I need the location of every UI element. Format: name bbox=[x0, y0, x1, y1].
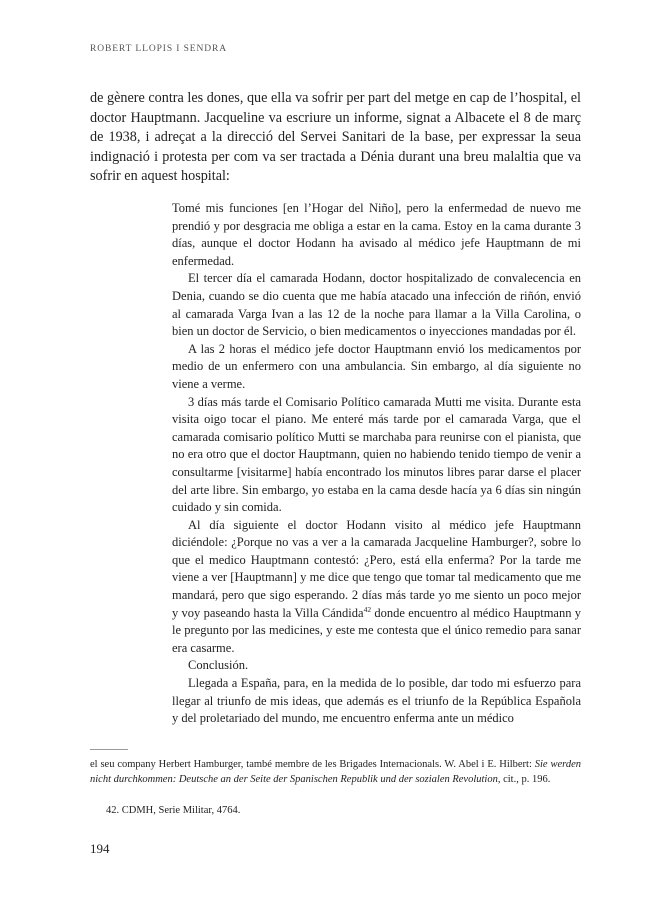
block-quote bbox=[172, 200, 581, 728]
quote-paragraph-7: Llegada a España, para, en la medida de lo posible, dar todo mi esfuerzo para llegar al triunfo de mis ideas, que además es el triunfo de la República Española y del proletariado del mundo, me encuentro enferma ante un médico bbox=[172, 676, 581, 726]
footnote-separator bbox=[90, 749, 128, 750]
running-header: ROBERT LLOPIS I SENDRA bbox=[90, 44, 228, 54]
body-paragraph: de gènere contra les dones, que ella va sofrir per part del metge en cap de l’hospital, el doctor Hauptmann. Jacqueline va escriure un informe, signat a Albacete el 8 de març de 1938, i adreçat a la direcció del Servei Sanitari de la base, per expressar la seua indignació i protesta per com va ser tractada a Dénia durant una breu malaltia que va sofrir en aquest hospital: bbox=[90, 90, 581, 184]
footnote-42: 42. CDMH, Serie Militar, 4764. bbox=[106, 805, 241, 816]
quote-paragraph-2: El tercer día el camarada Hodann, doctor hospitalizado de convalecencia en Denia, cuando se dio cuenta que me había atacado una infección de riñón, envió al camarada Varga Ivan a las 12 de la noche para llamar a la Villa Carolina, o bien un doctor de Servicio, o bien medicamentos o inyecciones mandadas por él. bbox=[172, 271, 581, 339]
quote-paragraph-5-text: Al día siguiente el doctor Hodann visito al médico jefe Hauptmann diciéndole: ¿Porque no vas a ver a la camarada Jacqueline Hamburger?, sobre lo que el medico Hauptmann contestó: ¿Pero, está ella enferma? Por la tarde me viene a ver [Hauptmann] y me dice que tengo que tomar tal medicamento que me mandará, pero que sigo esperando. 2 días más tarde yo me siento un poco mejor y voy paseando hasta la Villa Cándida bbox=[172, 517, 581, 620]
footnote-text: el seu company Herbert Hamburger, també membre de les Brigades Internacionals. W. Abel i E. Hilbert: bbox=[90, 759, 535, 770]
quote-paragraph-1: Tomé mis funciones [en l’Hogar del Niño], pero la enfermedad de nuevo me prendió y por desgracia me obliga a estar en la cama. Estoy en la cama durante 3 días, aunque el doctor Hodann ha avisado al médico jefe Hauptmann de mi enfermedad. bbox=[172, 201, 581, 268]
quote-paragraph-conclusion: Conclusión. bbox=[188, 658, 249, 673]
footnote-book-title: Sie werden nicht durchkommen: Deutsche an der Seite der Spanischen Republik und der sozialen Revolution bbox=[90, 759, 581, 785]
quote-paragraph-4: 3 días más tarde el Comisario Político camarada Mutti me visita. Durante esta visita oigo tocar el piano. Me enteré más tarde por el camarada Varga, que el camarada comisario político Mutti se marchaba para reunirse con el pianista, que no era otro que el doctor Hauptmann, quien no habiendo tenido tiempo de venir a consultarme [visitarme] había encontrado los minutos libres parar darse el placer del arte libre. Sin embargo, yo estaba en la cama desde hacía ya 6 días sin ningún cuidado y sin comida. bbox=[172, 394, 581, 515]
page-number: 194 bbox=[90, 841, 110, 856]
footnote-citation-tail: , cit., p. 196. bbox=[497, 774, 551, 785]
footnote-reference-42[interactable]: 42 bbox=[363, 604, 372, 614]
footnote-continuation bbox=[90, 757, 581, 787]
quote-paragraph-3: A las 2 horas el médico jefe doctor Hauptmann envió los medicamentos por medio de un enfermero con una ambulancia. Sin embargo, al día siguiente no viene a verme. bbox=[172, 341, 581, 391]
quote-paragraph-5 bbox=[172, 517, 581, 658]
quote-paragraph-5-continuation: donde encuentro al médico Hauptmann y le pregunto por las medicines, y este me contesta que el único remedio para sanar era casarme. bbox=[172, 605, 581, 655]
